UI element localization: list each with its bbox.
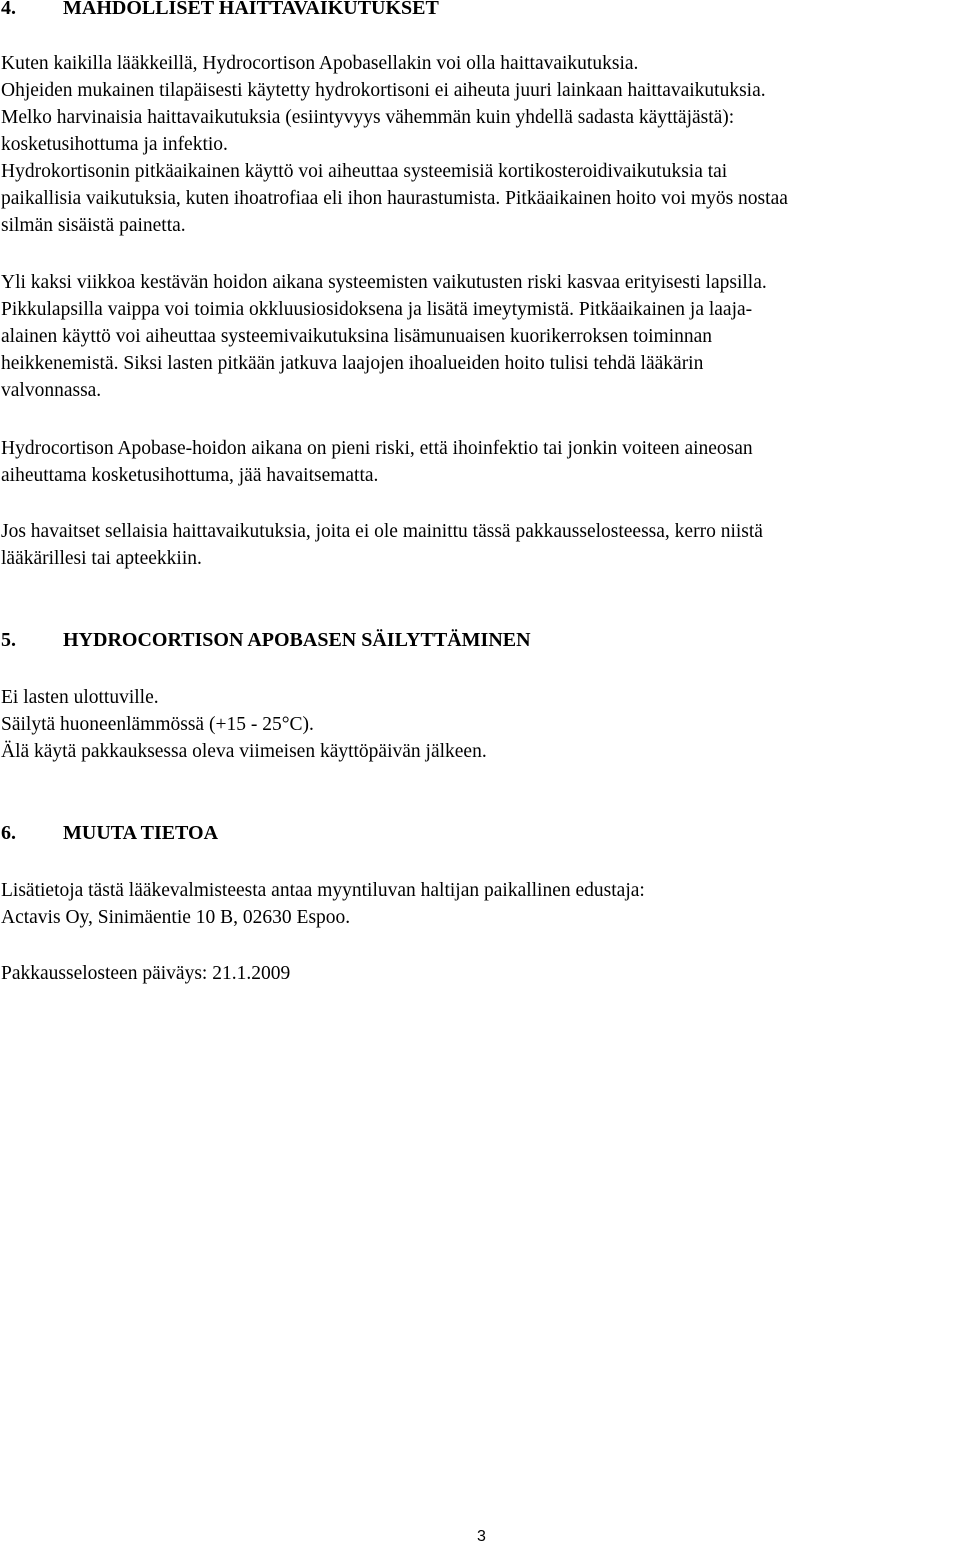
section-number: 4. <box>1 0 16 19</box>
text-line: paikallisia vaikutuksia, kuten ihoatrofiaa eli ihon haurastumista. Pitkäaikainen hoito voi myös nostaa <box>1 188 788 209</box>
text-line: heikkenemistä. Siksi lasten pitkään jatkuva laajojen ihoalueiden hoito tulisi tehdä lääkärin <box>1 353 704 374</box>
text-line: lääkärillesi tai apteekkiin. <box>1 548 202 569</box>
paragraph-representative <box>1 877 959 931</box>
section-title: MUUTA TIETOA <box>63 822 219 844</box>
text-line: Ohjeiden mukainen tilapäisesti käytetty hydrokortisoni ei aiheuta juuri lainkaan haittavaikutuksia. <box>1 80 766 101</box>
section-title: HYDROCORTISON APOBASEN SÄILYTTÄMINEN <box>63 629 531 651</box>
text-line: Hydrocortison Apobase-hoidon aikana on pieni riski, että ihoinfektio tai jonkin voiteen aineosan <box>1 438 753 459</box>
text-line: alainen käyttö voi aiheuttaa systeemivaikutuksina lisämunuaisen kuorikerroksen toiminnan <box>1 326 713 347</box>
paragraph-side-effects-general <box>1 50 959 239</box>
section-heading-side-effects <box>1 0 439 22</box>
section-title: MAHDOLLISET HAITTAVAIKUTUKSET <box>63 0 439 19</box>
section-number: 5. <box>1 629 16 651</box>
paragraph-report-side-effects <box>1 518 959 572</box>
page-number: 3 <box>477 1528 486 1545</box>
text-line: Ei lasten ulottuville. <box>1 687 159 708</box>
text-line: Melko harvinaisia haittavaikutuksia (esiintyvyys vähemmän kuin yhdellä sadasta käyttäjästä): <box>1 107 735 128</box>
section-heading-storage <box>1 627 531 654</box>
paragraph-children-risk <box>1 269 959 404</box>
text-line: Säilytä huoneenlämmössä (+15 - 25°C). <box>1 714 314 735</box>
text-line: Pikkulapsilla vaippa voi toimia okkluusiosidoksena ja lisätä imeytymistä. Pitkäaikainen ja laaja- <box>1 299 753 320</box>
text-line: Pakkausselosteen päiväys: 21.1.2009 <box>1 963 291 984</box>
section-number: 6. <box>1 822 16 844</box>
text-line: Actavis Oy, Sinimäentie 10 B, 02630 Espoo. <box>1 907 351 928</box>
text-line: kosketusihottuma ja infektio. <box>1 134 228 155</box>
section-heading-other-info <box>1 820 218 847</box>
text-line: Hydrokortisonin pitkäaikainen käyttö voi aiheuttaa systeemisiä kortikosteroidivaikutuksia tai <box>1 161 728 182</box>
text-line: Jos havaitset sellaisia haittavaikutuksia, joita ei ole mainittu tässä pakkausselosteessa, kerro niistä <box>1 521 763 542</box>
paragraph-infection-risk <box>1 435 959 489</box>
text-line: Yli kaksi viikkoa kestävän hoidon aikana systeemisten vaikutusten riski kasvaa erityisesti lapsilla. <box>1 272 767 293</box>
text-line: Kuten kaikilla lääkkeillä, Hydrocortison Apobasellakin voi olla haittavaikutuksia. <box>1 53 639 74</box>
text-line: valvonnassa. <box>1 380 102 401</box>
text-line: Lisätietoja tästä lääkevalmisteesta antaa myyntiluvan haltijan paikallinen edustaja: <box>1 880 645 901</box>
paragraph-leaflet-date <box>1 960 959 987</box>
text-line: silmän sisäistä painetta. <box>1 215 186 236</box>
paragraph-storage-instructions <box>1 684 959 765</box>
text-line: Älä käytä pakkauksessa oleva viimeisen käyttöpäivän jälkeen. <box>1 741 487 762</box>
text-line: aiheuttama kosketusihottuma, jää havaitsematta. <box>1 465 379 486</box>
